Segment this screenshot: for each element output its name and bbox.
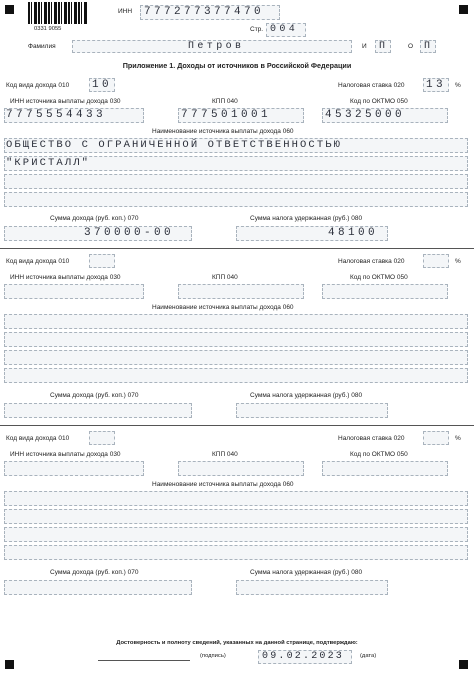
- initial-o-field[interactable]: П: [424, 41, 434, 52]
- barcode: [28, 2, 88, 24]
- source-name-box-2-line-4[interactable]: [4, 368, 468, 383]
- initial-i-label: И: [362, 43, 367, 50]
- signature-line[interactable]: [98, 660, 190, 661]
- inn-source-box-2[interactable]: [4, 284, 144, 299]
- income-code-label-3: Код вида дохода 010: [6, 435, 70, 442]
- divider-2: [0, 425, 474, 426]
- source-name-box-line-3: [4, 174, 468, 189]
- income-sum-label-3: Сумма дохода (руб. коп.) 070: [50, 569, 139, 576]
- percent-sign: %: [455, 82, 461, 89]
- corner-marker-top-left: [5, 5, 14, 14]
- tax-withheld-field[interactable]: 48100: [328, 227, 379, 239]
- divider-1: [0, 248, 474, 249]
- kpp-box-3[interactable]: [178, 461, 304, 476]
- tax-withheld-box-3[interactable]: [236, 580, 388, 595]
- source-name-box-line-4: [4, 192, 468, 207]
- tax-rate-box-2[interactable]: [423, 254, 449, 268]
- initial-i-field[interactable]: П: [379, 41, 389, 52]
- corner-marker-bottom-right: [459, 660, 468, 669]
- oktmo-box-3[interactable]: [322, 461, 448, 476]
- section-title: Приложение 1. Доходы от источников в Российской Федерации: [122, 61, 352, 70]
- income-code-label-2: Код вида дохода 010: [6, 258, 70, 265]
- source-name-box-3-line-4[interactable]: [4, 545, 468, 560]
- oktmo-label-3: Код по ОКТМО 050: [350, 451, 408, 458]
- inn-source-box-3[interactable]: [4, 461, 144, 476]
- source-name-box-3-line-1[interactable]: [4, 491, 468, 506]
- kpp-field[interactable]: 777501001: [181, 109, 272, 121]
- certify-text: Достоверность и полноту сведений, указанных на данной странице, подтверждаю:: [116, 640, 358, 646]
- oktmo-box-2[interactable]: [322, 284, 448, 299]
- date-label: (дата): [360, 653, 377, 659]
- tax-rate-label-3: Налоговая ставка 020: [338, 435, 405, 442]
- tax-rate-field[interactable]: 13: [426, 79, 447, 91]
- initial-o-label: О: [408, 43, 414, 50]
- source-name-box-2-line-3[interactable]: [4, 350, 468, 365]
- source-name-box-3-line-2[interactable]: [4, 509, 468, 524]
- inn-field[interactable]: 777277377470: [144, 6, 265, 18]
- income-sum-box-3[interactable]: [4, 580, 192, 595]
- signature-label: (подпись): [200, 653, 226, 659]
- oktmo-field[interactable]: 45325000: [325, 109, 406, 121]
- tax-withheld-box-2[interactable]: [236, 403, 388, 418]
- source-name-label-2: Наименование источника выплаты дохода 060: [152, 304, 294, 311]
- inn-source-label-3: ИНН источника выплаты дохода 030: [10, 451, 121, 458]
- inn-label: ИНН: [118, 8, 133, 15]
- surname-field[interactable]: Петров: [188, 41, 245, 52]
- barcode-number: 0331 9055: [34, 26, 62, 32]
- percent-sign-2: %: [455, 258, 461, 265]
- page-field[interactable]: 004: [270, 24, 299, 35]
- source-name-label: Наименование источника выплаты дохода 060: [152, 128, 294, 135]
- tax-rate-label: Налоговая ставка 020: [338, 82, 405, 89]
- kpp-label: КПП 040: [212, 98, 238, 105]
- tax-rate-box-3[interactable]: [423, 431, 449, 445]
- inn-source-label: ИНН источника выплаты дохода 030: [10, 98, 121, 105]
- kpp-label-2: КПП 040: [212, 274, 238, 281]
- corner-marker-top-right: [459, 5, 468, 14]
- income-code-box-2[interactable]: [89, 254, 115, 268]
- corner-marker-bottom-left: [5, 660, 14, 669]
- source-name-box-2-line-1[interactable]: [4, 314, 468, 329]
- kpp-box-2[interactable]: [178, 284, 304, 299]
- income-code-label: Код вида дохода 010: [6, 82, 70, 89]
- oktmo-label-2: Код по ОКТМО 050: [350, 274, 408, 281]
- income-sum-label: Сумма дохода (руб. коп.) 070: [50, 215, 139, 222]
- tax-withheld-label-2: Сумма налога удержанная (руб.) 080: [250, 392, 363, 399]
- inn-source-label-2: ИНН источника выплаты дохода 030: [10, 274, 121, 281]
- income-sum-label-2: Сумма дохода (руб. коп.) 070: [50, 392, 139, 399]
- percent-sign-3: %: [455, 435, 461, 442]
- date-field[interactable]: 09.02.2023: [262, 651, 345, 662]
- oktmo-label: Код по ОКТМО 050: [350, 98, 408, 105]
- income-sum-field[interactable]: 370000-00: [84, 227, 175, 239]
- source-name-box-2-line-2[interactable]: [4, 332, 468, 347]
- page-label: Стр.: [250, 26, 264, 33]
- source-name-box-3-line-3[interactable]: [4, 527, 468, 542]
- income-code-field[interactable]: 10: [92, 79, 113, 91]
- tax-rate-label-2: Налоговая ставка 020: [338, 258, 405, 265]
- tax-withheld-label-3: Сумма налога удержанная (руб.) 080: [250, 569, 363, 576]
- income-code-box-3[interactable]: [89, 431, 115, 445]
- source-name-line-2[interactable]: "КРИСТАЛЛ": [6, 157, 91, 169]
- source-name-label-3: Наименование источника выплаты дохода 060: [152, 481, 294, 488]
- surname-label: Фамилия: [28, 43, 56, 50]
- kpp-label-3: КПП 040: [212, 451, 238, 458]
- tax-withheld-label: Сумма налога удержанная (руб.) 080: [250, 215, 363, 222]
- inn-source-field[interactable]: 7775554433: [6, 109, 107, 121]
- source-name-line-1[interactable]: ОБЩЕСТВО С ОГРАНИЧЕННОЙ ОТВЕТСТВЕННОСТЬЮ: [6, 139, 343, 151]
- income-sum-box-2[interactable]: [4, 403, 192, 418]
